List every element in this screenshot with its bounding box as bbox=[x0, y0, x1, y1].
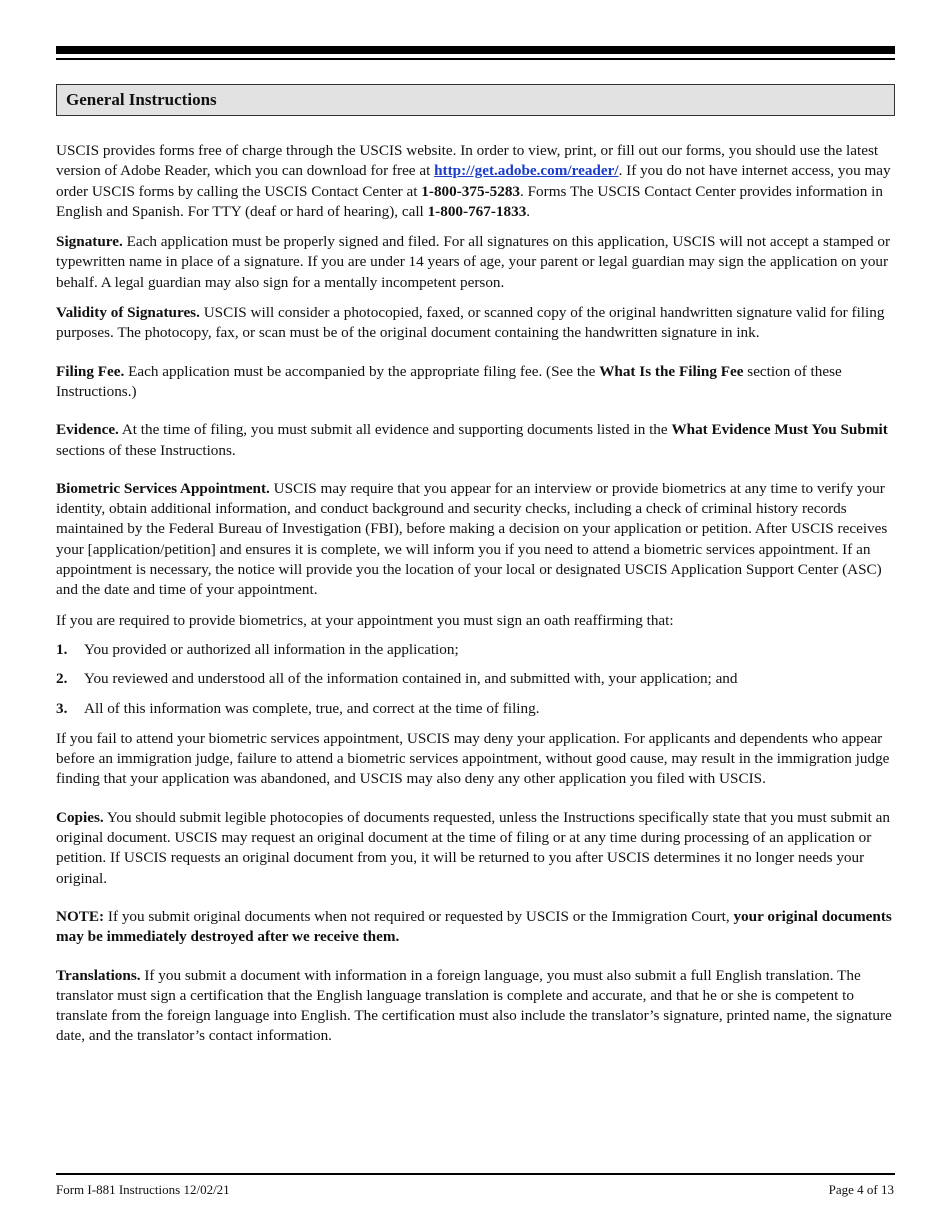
contact-center-phone: 1-800-375-5283 bbox=[421, 182, 521, 200]
footer-rule bbox=[56, 1173, 895, 1175]
biometric-paragraph: Biometric Services Appointment. USCIS may require that you appear for an interview or provide biometrics at any time to verify your identity, obtain additional information, and conduct background and security checks, including a check of criminal history records maintained by the Federal Bureau of Investigation (FBI), before making a decision on your application or petition. After USCIS receives your [application/petition] and ensures it is complete, we will inform you if you need to attend a biometric services appointment. If an appointment is necessary, the notice will provide you the location of your local or designated USCIS Application Support Center (ASC) and the date and time of your appointment. bbox=[56, 479, 888, 599]
filing-fee-heading: Filing Fee. bbox=[56, 362, 125, 380]
oath-intro: If you are required to provide biometrics, at your appointment you must sign an oath reaffirming that: bbox=[56, 611, 674, 629]
list-text: You reviewed and understood all of the information contained in, and submitted with, your application; and bbox=[84, 670, 738, 688]
list-item bbox=[56, 640, 895, 660]
top-thick-rule bbox=[56, 46, 895, 54]
biometric-heading: Biometric Services Appointment. bbox=[56, 479, 270, 497]
tty-phone: 1-800-767-1833 bbox=[427, 202, 527, 220]
copies-heading: Copies. bbox=[56, 808, 104, 826]
note-heading: NOTE: bbox=[56, 907, 105, 925]
copies-paragraph: Copies. You should submit legible photocopies of documents requested, unless the Instructions specifically state that you must submit an original document. USCIS may request an original document at the time of filing or at any time during processing of an application or petition. If USCIS requests an original document from you, it will be returned to you after USCIS determines it no longer needs your original. bbox=[56, 808, 890, 887]
validity-paragraph: Validity of Signatures. USCIS will consider a photocopied, faxed, or scanned copy of the original handwritten signature valid for filing purposes. The photocopy, fax, or scan must be of the original document containing the handwritten signature in ink. bbox=[56, 304, 885, 342]
footer-form-info: Form I-881 Instructions 12/02/21 bbox=[56, 1182, 230, 1197]
validity-heading: Validity of Signatures. bbox=[56, 304, 200, 322]
note-paragraph: NOTE: If you submit original documents when not required or requested by USCIS or the Immigration Court, your original documents may be immediately destroyed after we receive them. bbox=[56, 907, 892, 946]
list-item bbox=[56, 699, 895, 719]
translations-paragraph: Translations. If you submit a document with information in a foreign language, you must also submit a full English translation. The translator must sign a certification that the English language translation is complete and accurate, and that he or she is competent to translate from the foreign language into English. The certification must also include the translator’s signature, printed name, the signature date, and the translator’s contact information. bbox=[56, 966, 892, 1045]
evidence-heading: Evidence. bbox=[56, 421, 119, 439]
list-item bbox=[56, 669, 895, 689]
list-text: All of this information was complete, true, and correct at the time of filing. bbox=[84, 699, 540, 717]
instructions-body bbox=[56, 141, 895, 1047]
intro-paragraph: USCIS provides forms free of charge through the USCIS website. In order to view, print, or fill out our forms, you should use the latest version of Adobe Reader, which you can download for free at http://get.adobe.com/reader/. If you do not have internet access, you may order USCIS forms by calling the USCIS Contact Center at 1-800-375-5283. Forms The USCIS Contact Center provides information in English and Spanish. For TTY (deaf or hard of hearing), call 1-800-767-1833. bbox=[56, 142, 891, 220]
list-number: 2. bbox=[56, 670, 68, 688]
top-thin-rule bbox=[56, 58, 895, 60]
list-number: 1. bbox=[56, 640, 68, 658]
signature-heading: Signature. bbox=[56, 233, 123, 251]
list-text: You provided or authorized all information in the application; bbox=[84, 640, 459, 658]
signature-paragraph: Signature. Each application must be properly signed and filed. For all signatures on this application, USCIS will not accept a stamped or typewritten name in place of a signature. If you are under 14 years of age, your parent or legal guardian may sign the application on your behalf. A legal guardian may also sign for a mentally incompetent person. bbox=[56, 233, 891, 291]
translations-heading: Translations. bbox=[56, 966, 141, 984]
footer-page-number: Page 4 of 13 bbox=[828, 1182, 894, 1197]
filing-fee-paragraph: Filing Fee. Each application must be accompanied by the appropriate filing fee. (See the What Is the Filing Fee section of these Instructions.) bbox=[56, 362, 842, 400]
adobe-reader-link[interactable]: http://get.adobe.com/reader/ bbox=[434, 162, 619, 180]
list-number: 3. bbox=[56, 699, 68, 717]
section-title: General Instructions bbox=[66, 90, 217, 109]
biometric-failure-paragraph: If you fail to attend your biometric services appointment, USCIS may deny your application. For applicants and dependents who appear before an immigration judge, failure to attend a biometric services appointment, without good cause, may result in the immigration judge finding that your application was abandoned, and USCIS may also deny any other application you filed with USCIS. bbox=[56, 729, 890, 788]
section-header-general-instructions bbox=[56, 84, 895, 116]
evidence-paragraph: Evidence. At the time of filing, you must submit all evidence and supporting documents listed in the What Evidence Must You Submit sections of these Instructions. bbox=[56, 421, 888, 459]
